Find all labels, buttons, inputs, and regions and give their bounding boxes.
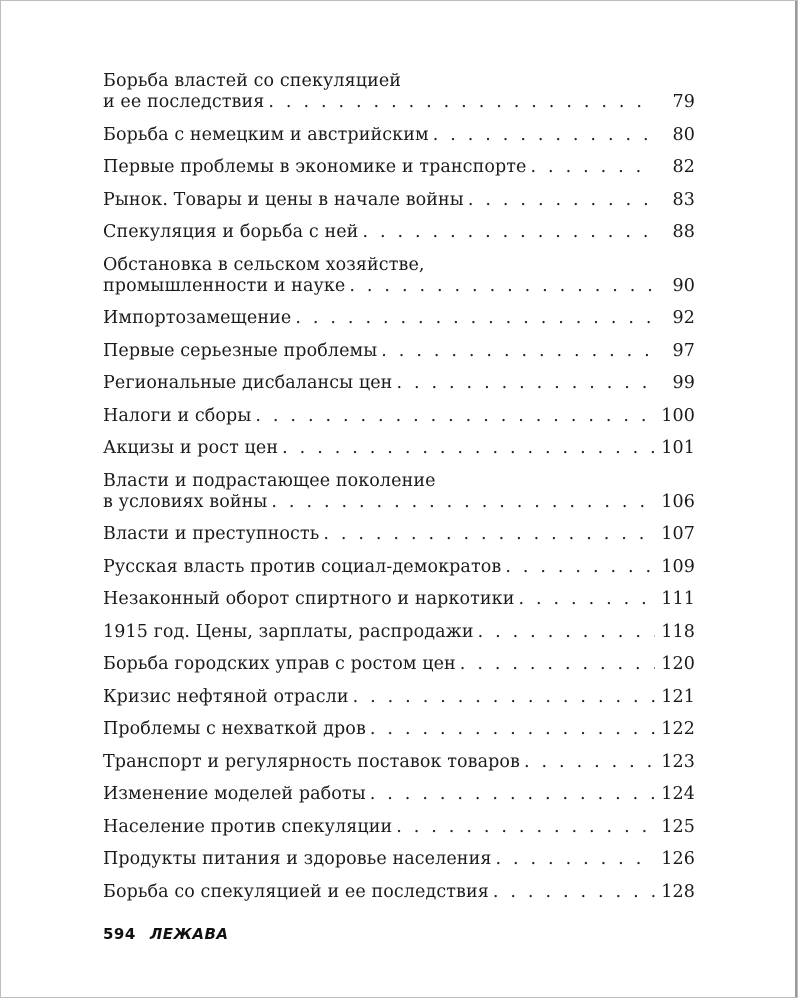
dot-leader <box>396 373 655 394</box>
toc-entry-page: 79 <box>672 92 695 112</box>
toc-entry-row <box>103 654 695 675</box>
toc-entry-page: 121 <box>661 686 695 707</box>
toc-entry-page: 126 <box>661 849 695 869</box>
toc-entry-row <box>103 719 695 740</box>
toc-entry <box>103 524 695 545</box>
toc-entry <box>103 557 695 578</box>
toc-entry-row <box>103 687 695 708</box>
toc-entry-row <box>103 882 695 903</box>
toc-entry-title: Изменение моделей работы <box>103 784 366 804</box>
dot-leader <box>268 92 655 113</box>
toc-entry-page: 101 <box>661 438 695 458</box>
toc-entry-title: Продукты питания и здоровье населения <box>103 849 492 869</box>
toc-entry-page: 100 <box>661 405 695 426</box>
toc-entry <box>103 71 695 113</box>
toc-entry-title: Проблемы с нехваткой дров <box>103 719 366 739</box>
toc-entry <box>103 308 695 329</box>
toc-entry-row <box>103 784 695 805</box>
toc-entry-row <box>103 406 695 427</box>
toc-entry-row <box>103 125 695 146</box>
toc-entry-page: 109 <box>661 556 695 577</box>
toc-entry-page: 92 <box>672 308 695 328</box>
toc-entry-page: 128 <box>661 881 695 902</box>
toc-entry <box>103 255 695 297</box>
toc-entry <box>103 471 695 513</box>
toc-entry-row <box>103 222 695 243</box>
toc-entry-title: Первые проблемы в экономике и транспорте <box>103 157 527 177</box>
toc-entry-page: 106 <box>661 491 695 512</box>
toc-entry-page: 107 <box>661 524 695 544</box>
toc-entry-row <box>103 190 695 211</box>
toc-entry-row <box>103 308 695 329</box>
toc-entry-title: Импортозамещение <box>103 308 292 328</box>
toc-entry <box>103 784 695 805</box>
toc-entry-page: 120 <box>661 654 695 674</box>
toc-entry-title: Борьба со спекуляцией и ее последствия <box>103 881 489 902</box>
toc-entry-page: 82 <box>672 157 695 177</box>
dot-leader <box>524 752 655 773</box>
dot-leader <box>370 719 655 740</box>
toc-entry-row <box>103 341 695 362</box>
dot-leader <box>460 654 655 675</box>
toc-entry <box>103 654 695 675</box>
toc-entry-row <box>103 492 695 513</box>
toc-entry-page: 122 <box>661 719 695 739</box>
toc-entry <box>103 190 695 211</box>
toc-entry-row <box>103 92 695 113</box>
toc-entry-page: 124 <box>661 784 695 804</box>
toc-entry-title: Первые серьезные проблемы <box>103 340 378 361</box>
dot-leader <box>396 817 655 838</box>
toc-entry <box>103 882 695 903</box>
toc-entry-title: Население против спекуляции <box>103 816 393 837</box>
dot-leader <box>478 622 655 643</box>
toc-entry-title: Акцизы и рост цен <box>103 438 279 458</box>
dot-leader <box>282 438 655 459</box>
toc-entry <box>103 589 695 610</box>
toc-entry-page: 97 <box>672 340 695 361</box>
toc-entry-page: 90 <box>672 275 695 296</box>
toc-entry-page: 99 <box>672 373 695 393</box>
toc-entry-row <box>103 849 695 870</box>
toc-entry <box>103 849 695 870</box>
running-head-author: ЛЕЖАВА <box>149 925 229 943</box>
dot-leader <box>353 687 655 708</box>
dot-leader <box>362 222 655 243</box>
toc-entry <box>103 125 695 146</box>
dot-leader <box>505 557 655 578</box>
toc-entry-page: 111 <box>661 589 695 609</box>
table-of-contents <box>103 71 695 914</box>
toc-entry-title-line: Борьба властей со спекуляцией <box>103 71 402 91</box>
toc-entry-title: в условиях войны <box>103 491 268 512</box>
toc-entry-title: промышленности и науке <box>103 275 346 296</box>
dot-leader <box>531 157 655 178</box>
toc-entry-row <box>103 589 695 610</box>
toc-entry-row <box>103 373 695 394</box>
toc-entry-page: 118 <box>661 621 695 642</box>
toc-entry <box>103 817 695 838</box>
toc-entry-title: Кризис нефтяной отрасли <box>103 686 349 707</box>
dot-leader <box>271 492 655 513</box>
dot-leader <box>495 849 655 870</box>
toc-entry <box>103 157 695 178</box>
dot-leader <box>493 882 655 903</box>
toc-entry-title: Региональные дисбалансы цен <box>103 373 393 393</box>
toc-entry-row <box>103 157 695 178</box>
toc-entry-row <box>103 817 695 838</box>
toc-entry <box>103 222 695 243</box>
dot-leader <box>295 308 655 329</box>
toc-entry-row <box>103 557 695 578</box>
toc-entry-title-line: Обстановка в сельском хозяйстве, <box>103 254 425 275</box>
toc-entry-title: Налоги и сборы <box>103 405 252 426</box>
toc-entry-page: 125 <box>661 816 695 837</box>
toc-entry-row <box>103 752 695 773</box>
toc-entry-title: Русская власть против социал-демократов <box>103 556 502 577</box>
toc-entry-title: и ее последствия <box>103 92 265 112</box>
toc-entry-page: 88 <box>672 222 695 242</box>
toc-entry-row <box>103 438 695 459</box>
page-footer <box>103 925 229 943</box>
dot-leader <box>518 589 655 610</box>
dot-leader <box>370 784 655 805</box>
toc-entry-title: Незаконный оборот спиртного и наркотики <box>103 589 515 609</box>
toc-entry <box>103 406 695 427</box>
toc-entry-page: 123 <box>661 751 695 772</box>
toc-entry-title: Рынок. Товары и цены в начале войны <box>103 189 464 210</box>
dot-leader <box>323 524 655 545</box>
toc-entry-title: Власти и преступность <box>103 524 320 544</box>
dot-leader <box>255 406 655 427</box>
toc-entry <box>103 622 695 643</box>
toc-entry-row <box>103 524 695 545</box>
toc-entry-row <box>103 622 695 643</box>
toc-entry-title: Борьба с немецким и австрийским <box>103 124 429 145</box>
toc-entry-row <box>103 276 695 297</box>
toc-entry-page: 83 <box>672 189 695 210</box>
toc-entry-title: 1915 год. Цены, зарплаты, распродажи <box>103 621 474 642</box>
dot-leader <box>468 190 655 211</box>
toc-entry-title-line: Власти и подрастающее поколение <box>103 470 436 491</box>
dot-leader <box>381 341 655 362</box>
toc-entry <box>103 438 695 459</box>
toc-entry-page: 80 <box>672 124 695 145</box>
dot-leader <box>349 276 655 297</box>
toc-entry <box>103 687 695 708</box>
toc-entry-title: Транспорт и регулярность поставок товаров <box>103 751 520 772</box>
toc-entry <box>103 752 695 773</box>
dot-leader <box>433 125 655 146</box>
toc-entry <box>103 719 695 740</box>
page-number: 594 <box>103 925 136 943</box>
toc-entry <box>103 373 695 394</box>
toc-entry-title: Спекуляция и борьба с ней <box>103 222 359 242</box>
toc-entry-title: Борьба городских управ с ростом цен <box>103 654 456 674</box>
toc-entry <box>103 341 695 362</box>
